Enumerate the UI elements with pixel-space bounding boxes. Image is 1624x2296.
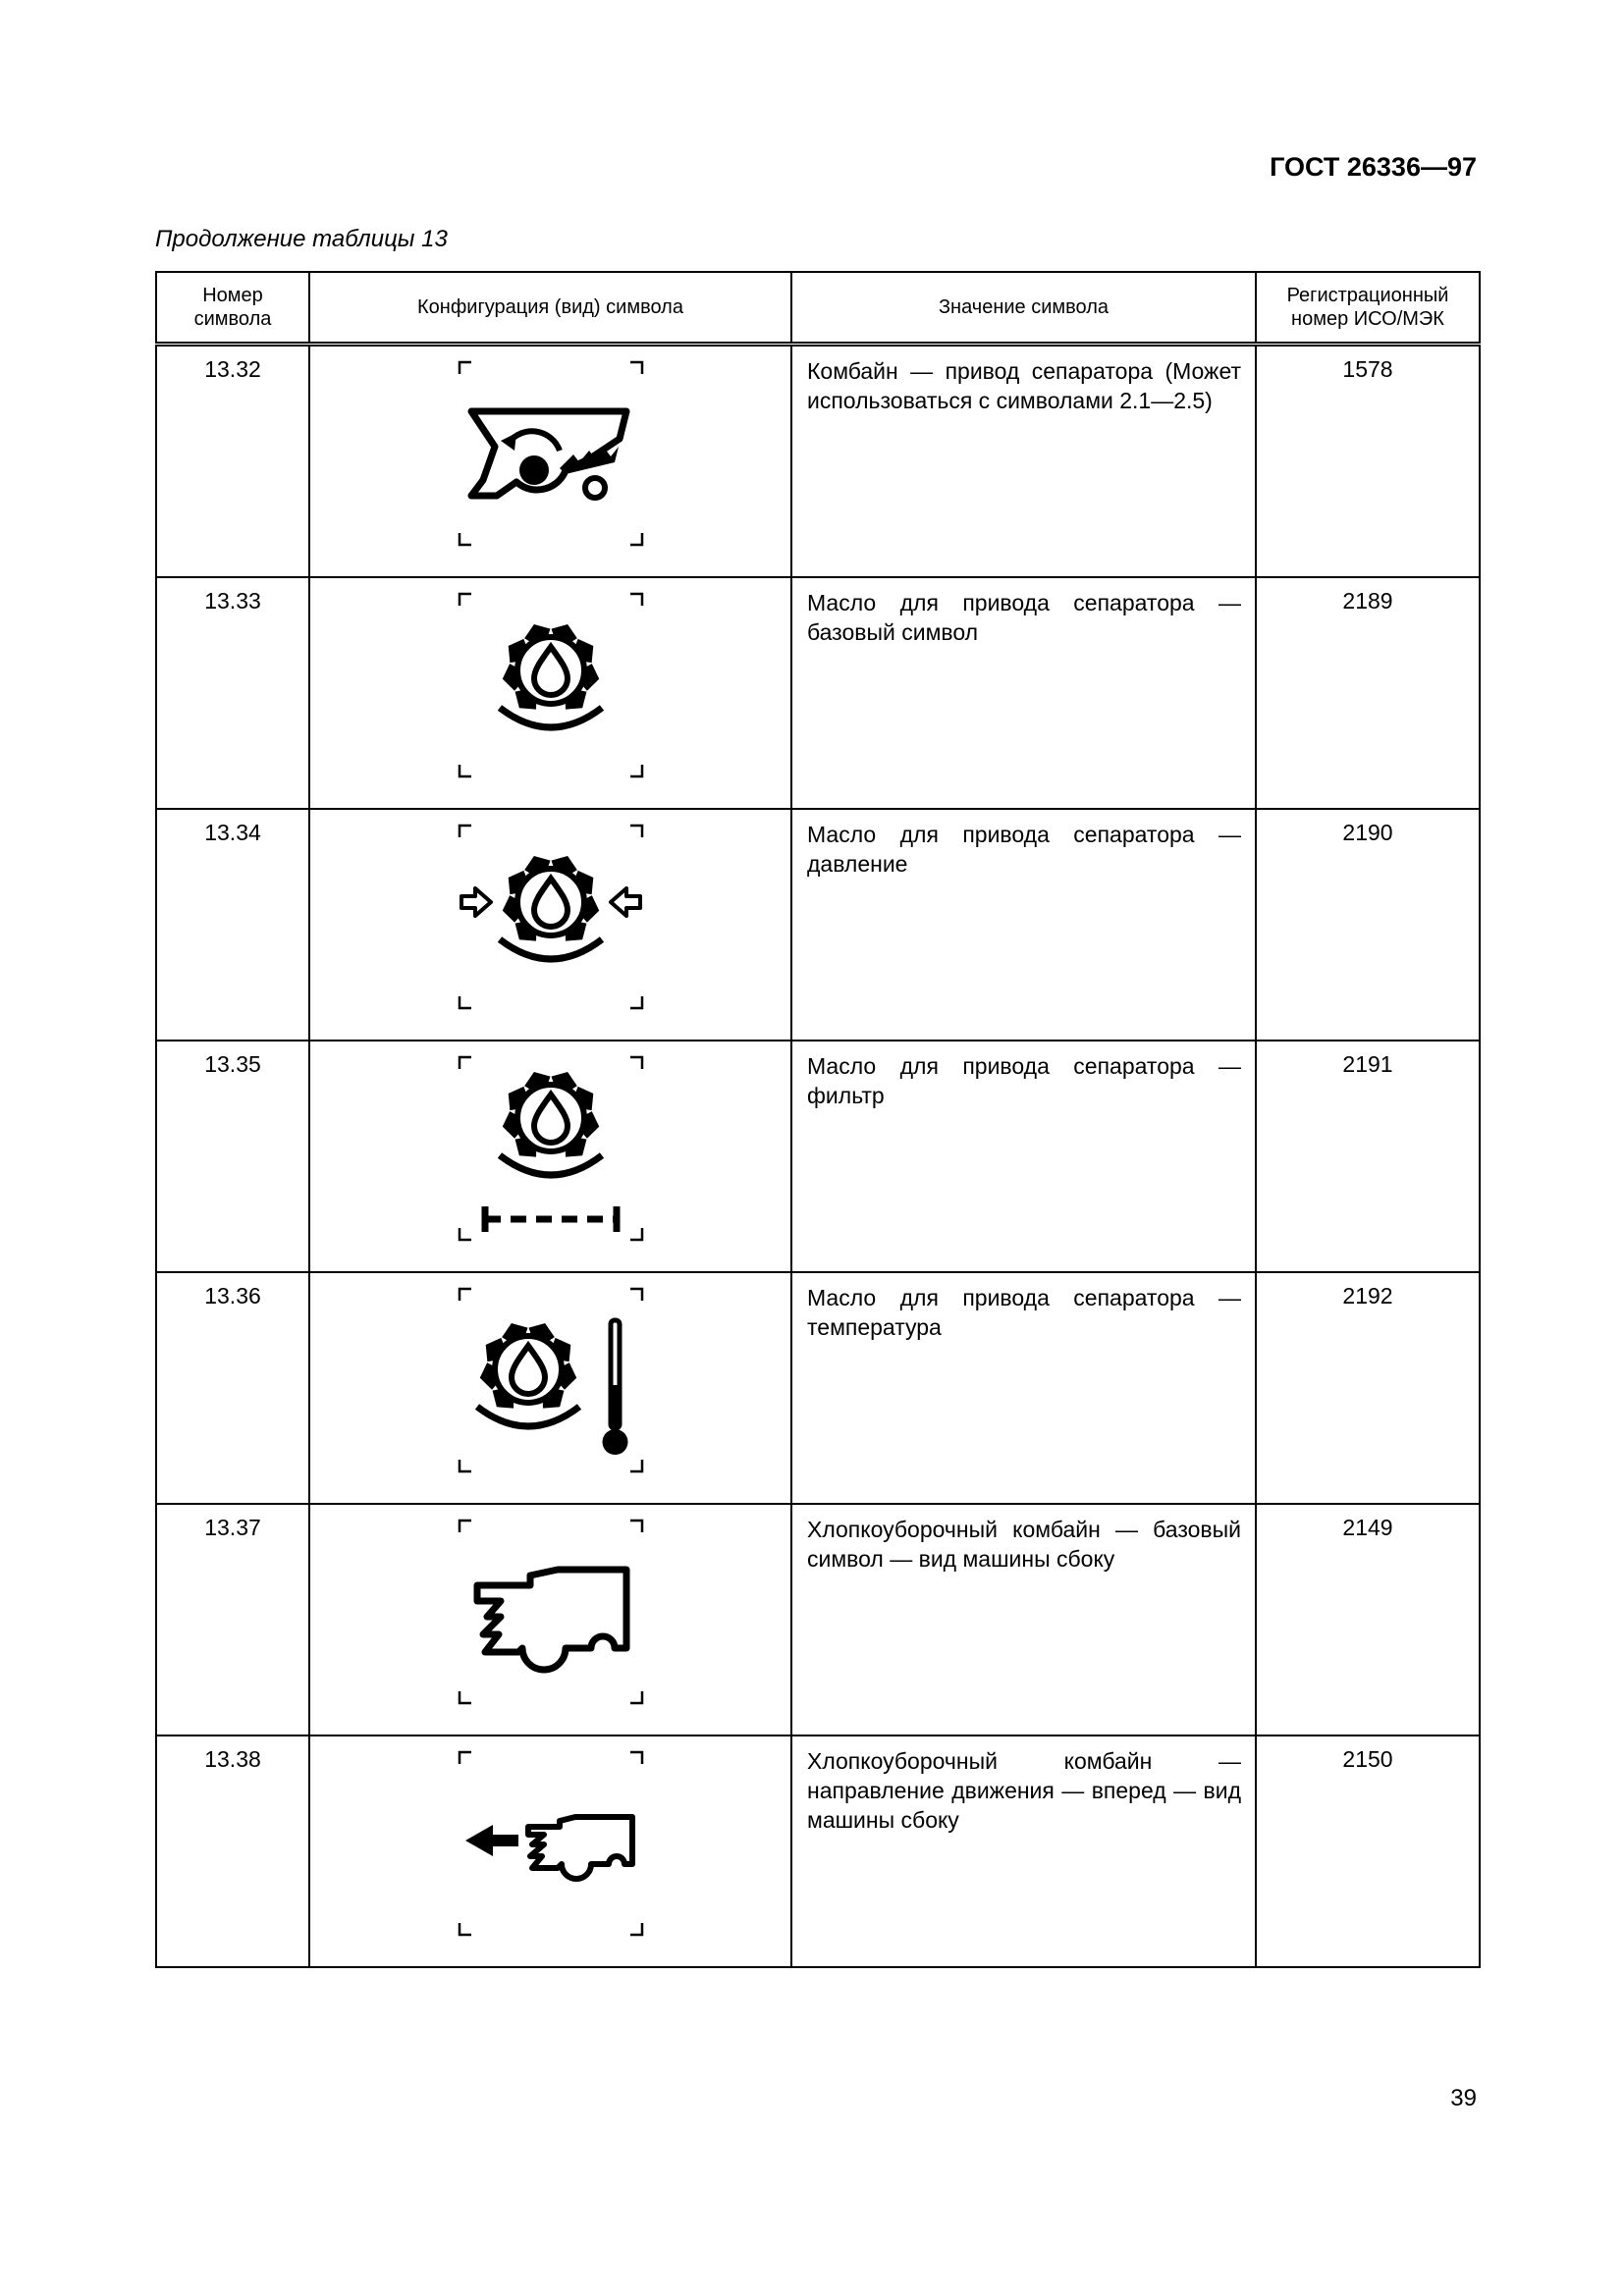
cotton-harvester-icon	[458, 1519, 644, 1705]
table-row	[156, 1041, 1480, 1272]
symbol-meaning: Комбайн — привод сепаратора (Может использоваться с символами 2.1—2.5)	[791, 345, 1256, 578]
combine-separator-drive-icon	[458, 360, 644, 547]
registration-number: 2190	[1256, 809, 1480, 1041]
table-row	[156, 1504, 1480, 1735]
symbol-number: 13.32	[156, 345, 309, 578]
document-code: ГОСТ 26336—97	[1270, 152, 1477, 182]
table-row	[156, 345, 1480, 578]
symbol-number: 13.37	[156, 1504, 309, 1735]
symbol-meaning: Хлопкоуборочный комбайн — направление движения — вперед — вид машины сбоку	[791, 1735, 1256, 1967]
symbol-cell	[309, 1504, 791, 1735]
symbol-meaning: Хлопкоуборочный комбайн — базовый символ — вид машины сбоку	[791, 1504, 1256, 1735]
symbol-cell	[309, 345, 791, 578]
cotton-harvester-forward-icon	[458, 1750, 644, 1937]
symbol-cell	[309, 1041, 791, 1272]
separator-oil-filter-icon	[458, 1055, 644, 1242]
symbol-meaning: Масло для привода сепаратора — давление	[791, 809, 1256, 1041]
symbol-number: 13.35	[156, 1041, 309, 1272]
col-header-configuration: Конфигурация (вид) символа	[309, 272, 791, 345]
symbol-number: 13.34	[156, 809, 309, 1041]
col-header-meaning: Значение символа	[791, 272, 1256, 345]
table-continuation-caption: Продолжение таблицы 13	[155, 226, 448, 252]
col-header-registration: Регистрационный номер ИСО/МЭК	[1256, 272, 1480, 345]
page-number: 39	[1450, 2085, 1477, 2111]
symbol-meaning: Масло для привода сепаратора — фильтр	[791, 1041, 1256, 1272]
registration-number: 2192	[1256, 1272, 1480, 1504]
table-row	[156, 1735, 1480, 1967]
symbol-meaning: Масло для привода сепаратора — базовый символ	[791, 577, 1256, 809]
symbol-number: 13.36	[156, 1272, 309, 1504]
symbol-cell	[309, 809, 791, 1041]
symbol-meaning: Масло для привода сепаратора — температура	[791, 1272, 1256, 1504]
registration-number: 2189	[1256, 577, 1480, 809]
symbol-number: 13.38	[156, 1735, 309, 1967]
symbol-cell	[309, 1272, 791, 1504]
registration-number: 2149	[1256, 1504, 1480, 1735]
registration-number: 2150	[1256, 1735, 1480, 1967]
registration-number: 1578	[1256, 345, 1480, 578]
table-row	[156, 1272, 1480, 1504]
separator-oil-pressure-icon	[458, 824, 644, 1010]
separator-oil-temperature-icon	[458, 1287, 644, 1473]
symbol-cell	[309, 1735, 791, 1967]
table-row	[156, 577, 1480, 809]
separator-oil-icon	[458, 592, 644, 778]
symbols-table	[155, 271, 1481, 1968]
symbol-number: 13.33	[156, 577, 309, 809]
registration-number: 2191	[1256, 1041, 1480, 1272]
symbol-cell	[309, 577, 791, 809]
col-header-number: Номер символа	[156, 272, 309, 345]
table-header-row	[156, 272, 1480, 345]
table-row	[156, 809, 1480, 1041]
